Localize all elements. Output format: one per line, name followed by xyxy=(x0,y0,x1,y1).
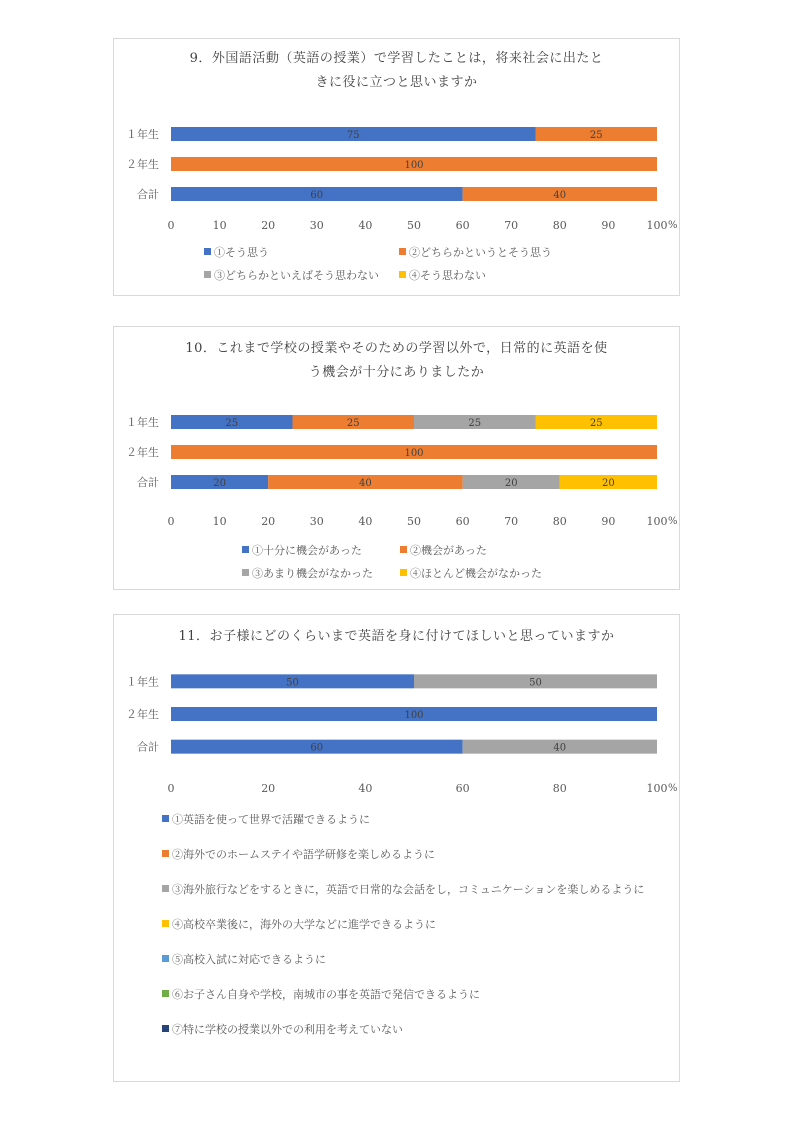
legend-label: ④ほとんど機会がなかった xyxy=(410,567,542,580)
legend-label: ⑤高校入試に対応できるように xyxy=(172,953,326,966)
legend-swatch xyxy=(162,885,169,892)
x-tick-label: 70 xyxy=(504,219,519,232)
chart-title-line-1: 9．外国語活動（英語の授業）で学習したことは，将来社会に出たと xyxy=(189,51,604,66)
data-label: 40 xyxy=(553,742,567,754)
legend-swatch xyxy=(399,248,406,255)
legend-label: ④そう思わない xyxy=(409,269,486,282)
x-tick-label: 80 xyxy=(552,782,567,795)
chart-legend xyxy=(242,544,662,589)
category-label: ２年生 xyxy=(126,708,159,721)
data-label: 40 xyxy=(359,478,372,489)
legend-swatch xyxy=(162,1025,169,1032)
category-label: 合計 xyxy=(137,740,159,754)
x-tick-label: 100 xyxy=(646,782,668,795)
chart-panel-q9 xyxy=(113,38,680,296)
data-label: 25 xyxy=(589,130,603,141)
x-tick-label: 20 xyxy=(261,515,276,528)
legend-label: ⑦特に学校の授業以外での利用を考えていない xyxy=(172,1023,403,1036)
legend-label: ②海外でのホームステイや語学研修を楽しめるように xyxy=(172,848,436,861)
x-tick-label: 60 xyxy=(455,515,470,528)
legend-item xyxy=(162,883,644,897)
legend-item xyxy=(242,567,373,581)
legend-label: ①十分に機会があった xyxy=(252,544,362,557)
legend-item xyxy=(399,246,552,260)
chart-title-line-1: 10．これまで学校の授業やそのための学習以外で，日常的に英語を使 xyxy=(185,341,608,356)
data-label: 20 xyxy=(213,478,226,489)
x-unit-label: % xyxy=(668,220,678,231)
chart-plot-q10 xyxy=(114,327,679,537)
legend-item xyxy=(162,848,435,862)
legend-item xyxy=(162,1023,403,1037)
legend-label: ③海外旅行などをするときに，英語で日常的な会話をし，コミュニケーションを楽しめるように xyxy=(172,883,645,896)
data-label: 25 xyxy=(589,418,603,429)
chart-plot-q11 xyxy=(114,615,679,805)
x-tick-label: 40 xyxy=(358,515,373,528)
x-tick-label: 50 xyxy=(407,219,421,232)
category-label: １年生 xyxy=(126,416,159,429)
data-label: 100 xyxy=(404,710,424,721)
chart-legend xyxy=(162,813,662,1053)
x-tick-label: 0 xyxy=(167,515,175,528)
chart-title-line-2: う機会が十分にありましたか xyxy=(308,365,485,380)
legend-swatch xyxy=(204,271,211,278)
legend-item xyxy=(400,567,542,581)
legend-swatch xyxy=(242,546,249,553)
data-label: 40 xyxy=(553,190,567,201)
x-tick-label: 90 xyxy=(601,515,616,528)
legend-label: ①英語を使って世界で活躍できるように xyxy=(172,813,370,826)
legend-swatch xyxy=(400,569,407,576)
data-label: 25 xyxy=(346,418,360,429)
legend-item xyxy=(162,988,480,1002)
category-label: ２年生 xyxy=(126,446,159,459)
x-tick-label: 60 xyxy=(455,782,470,795)
x-tick-label: 10 xyxy=(212,219,227,232)
category-label: ２年生 xyxy=(126,158,159,171)
x-tick-label: 90 xyxy=(601,219,616,232)
chart-panel-q11 xyxy=(113,614,680,1082)
category-label: １年生 xyxy=(126,675,159,689)
data-label: 25 xyxy=(468,418,482,429)
category-label: １年生 xyxy=(126,128,159,141)
legend-swatch xyxy=(204,248,211,255)
x-tick-label: 100 xyxy=(646,515,668,528)
legend-label: ③あまり機会がなかった xyxy=(252,567,373,580)
legend-swatch xyxy=(399,271,406,278)
x-tick-label: 30 xyxy=(309,515,324,528)
chart-panel-q10 xyxy=(113,326,680,590)
data-label: 50 xyxy=(529,677,542,689)
legend-swatch xyxy=(162,920,169,927)
chart-title-line-2: きに役に立つと思いますか xyxy=(315,75,478,90)
x-tick-label: 20 xyxy=(261,782,276,795)
x-unit-label: % xyxy=(668,516,678,527)
chart-legend xyxy=(204,246,664,291)
legend-label: ②どちらかというとそう思う xyxy=(409,246,552,259)
data-label: 60 xyxy=(310,742,324,754)
legend-swatch xyxy=(162,850,169,857)
legend-item xyxy=(162,918,617,932)
data-label: 20 xyxy=(504,478,518,489)
x-tick-label: 60 xyxy=(455,219,470,232)
category-label: 合計 xyxy=(137,476,159,489)
x-tick-label: 10 xyxy=(212,515,227,528)
x-tick-label: 30 xyxy=(309,219,324,232)
legend-item xyxy=(204,269,379,283)
legend-swatch xyxy=(400,546,407,553)
x-unit-label: % xyxy=(668,783,678,794)
legend-item xyxy=(242,544,362,558)
x-tick-label: 0 xyxy=(167,219,175,232)
legend-item xyxy=(399,269,486,283)
x-tick-label: 80 xyxy=(552,219,567,232)
data-label: 50 xyxy=(286,677,299,689)
x-tick-label: 80 xyxy=(552,515,567,528)
x-tick-label: 40 xyxy=(358,782,373,795)
legend-item xyxy=(400,544,487,558)
chart-plot-q9 xyxy=(114,39,679,244)
data-label: 75 xyxy=(346,130,360,141)
legend-label: ①そう思う xyxy=(214,246,269,259)
data-label: 100 xyxy=(404,448,424,459)
x-tick-label: 40 xyxy=(358,219,373,232)
x-tick-label: 20 xyxy=(261,219,276,232)
legend-label: ⑥お子さん自身や学校，南城市の事を英語で発信できるように xyxy=(172,988,480,1001)
legend-label: ④高校卒業後に，海外の大学などに進学できるように xyxy=(172,918,436,931)
legend-label: ②機会があった xyxy=(410,544,487,557)
legend-swatch xyxy=(242,569,249,576)
x-tick-label: 100 xyxy=(646,219,668,232)
data-label: 60 xyxy=(310,190,324,201)
x-tick-label: 70 xyxy=(504,515,519,528)
x-tick-label: 0 xyxy=(167,782,175,795)
legend-item xyxy=(162,953,326,967)
chart-title-line-1: 11．お子様にどのくらいまで英語を身に付けてほしいと思っていますか xyxy=(178,629,615,644)
data-label: 100 xyxy=(404,160,424,171)
data-label: 20 xyxy=(602,478,615,489)
legend-label: ③どちらかといえばそう思わない xyxy=(214,269,379,282)
category-label: 合計 xyxy=(137,188,159,201)
legend-swatch xyxy=(162,990,169,997)
legend-item xyxy=(204,246,269,260)
legend-swatch xyxy=(162,955,169,962)
x-tick-label: 50 xyxy=(407,515,421,528)
data-label: 25 xyxy=(225,418,239,429)
legend-item xyxy=(162,813,370,827)
legend-swatch xyxy=(162,815,169,822)
